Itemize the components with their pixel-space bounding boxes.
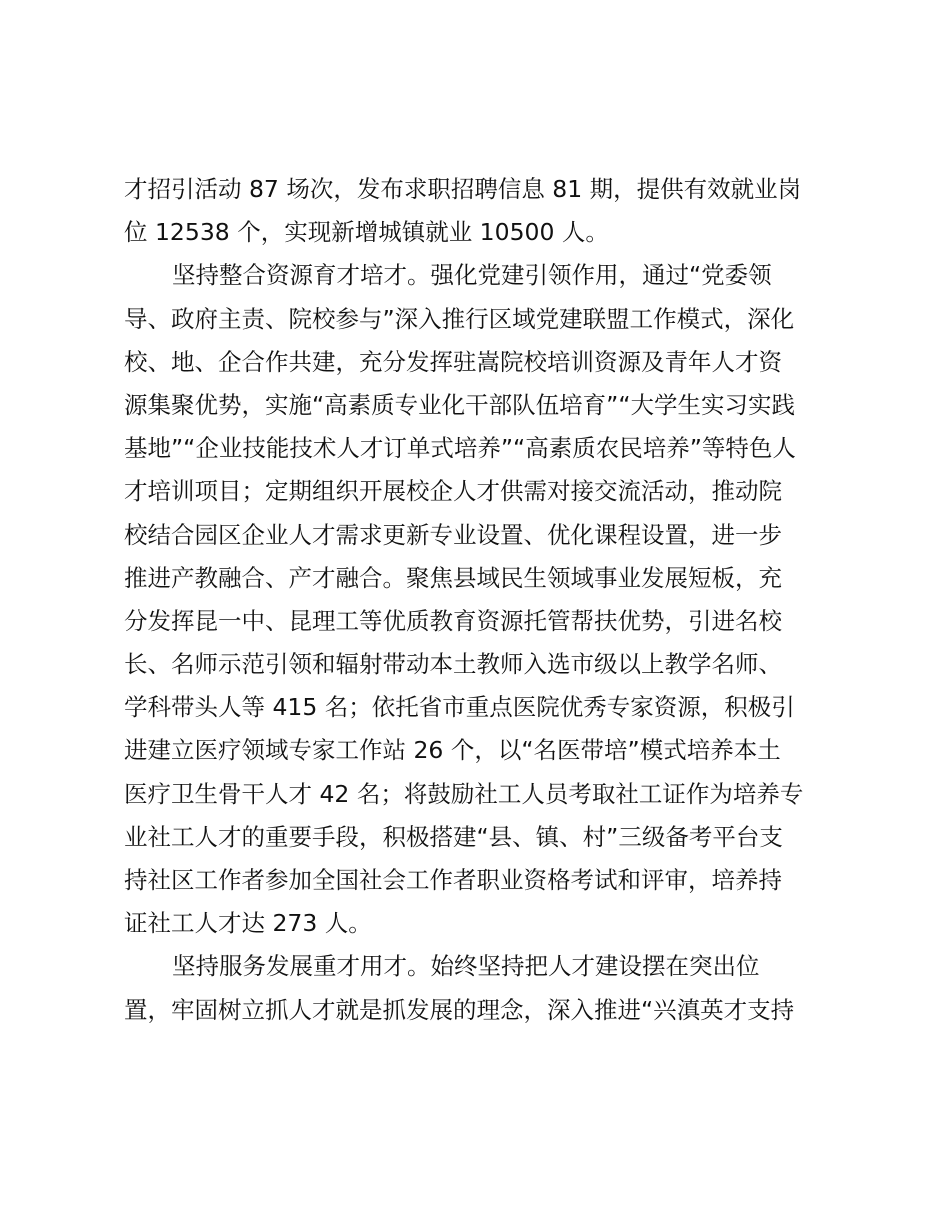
text-line: 持社区工作者参加全国社会工作者职业资格考试和评审，培养持 — [124, 866, 782, 894]
text-line: 导、政府主责、院校参与”深入推行区域党建联盟工作模式，深化 — [124, 304, 795, 333]
text-line: 置，牢固树立抓人才就是抓发展的理念，深入推进“兴滇英才支持 — [124, 995, 795, 1024]
document-body — [124, 168, 836, 1032]
text-line: 基地”“企业技能技术人才订单式培养”“高素质农民培养”等特色人 — [124, 434, 796, 463]
text-line: 进建立医疗领域专家工作站 26 个，以“名医带培”模式培养本土 — [124, 736, 781, 765]
text-line: 学科带头人等 415 名；依托省市重点医院优秀专家资源，积极引 — [124, 693, 795, 722]
text-line: 推进产教融合、产才融合。聚焦县域民生领域事业发展短板，充 — [124, 563, 782, 592]
text-line: 校结合园区企业人才需求更新专业设置、优化课程设置，进一步 — [124, 520, 782, 549]
text-line: 校、地、企合作共建，充分发挥驻嵩院校培训资源及青年人才资 — [124, 347, 782, 376]
paragraph-start-line: 坚持服务发展重才用才。始终坚持把人才建设摆在突出位 — [172, 952, 760, 981]
text-line: 证社工人才达 273 人。 — [124, 909, 372, 938]
text-line: 源集聚优势，实施“高素质专业化干部队伍培育”“大学生实习实践 — [124, 390, 796, 419]
paragraph-start-line: 坚持整合资源育才培才。强化党建引领作用，通过“党委领 — [172, 261, 772, 290]
text-line: 分发挥昆一中、昆理工等优质教育资源托管帮扶优势，引进名校 — [124, 606, 782, 635]
text-line: 医疗卫生骨干人才 42 名；将鼓励社工人员考取社工证作为培养专 — [124, 779, 804, 808]
text-line: 才培训项目；定期组织开展校企人才供需对接交流活动，推动院 — [124, 477, 782, 506]
text-line: 业社工人才的重要手段，积极搭建“县、镇、村”三级备考平台支 — [124, 822, 783, 851]
text-line: 长、名师示范引领和辐射带动本土教师入选市级以上教学名师、 — [124, 650, 782, 679]
text-line: 才招引活动 87 场次，发布求职招聘信息 81 期，提供有效就业岗 — [124, 175, 802, 203]
text-line: 位 12538 个，实现新增城镇就业 10500 人。 — [124, 218, 609, 247]
